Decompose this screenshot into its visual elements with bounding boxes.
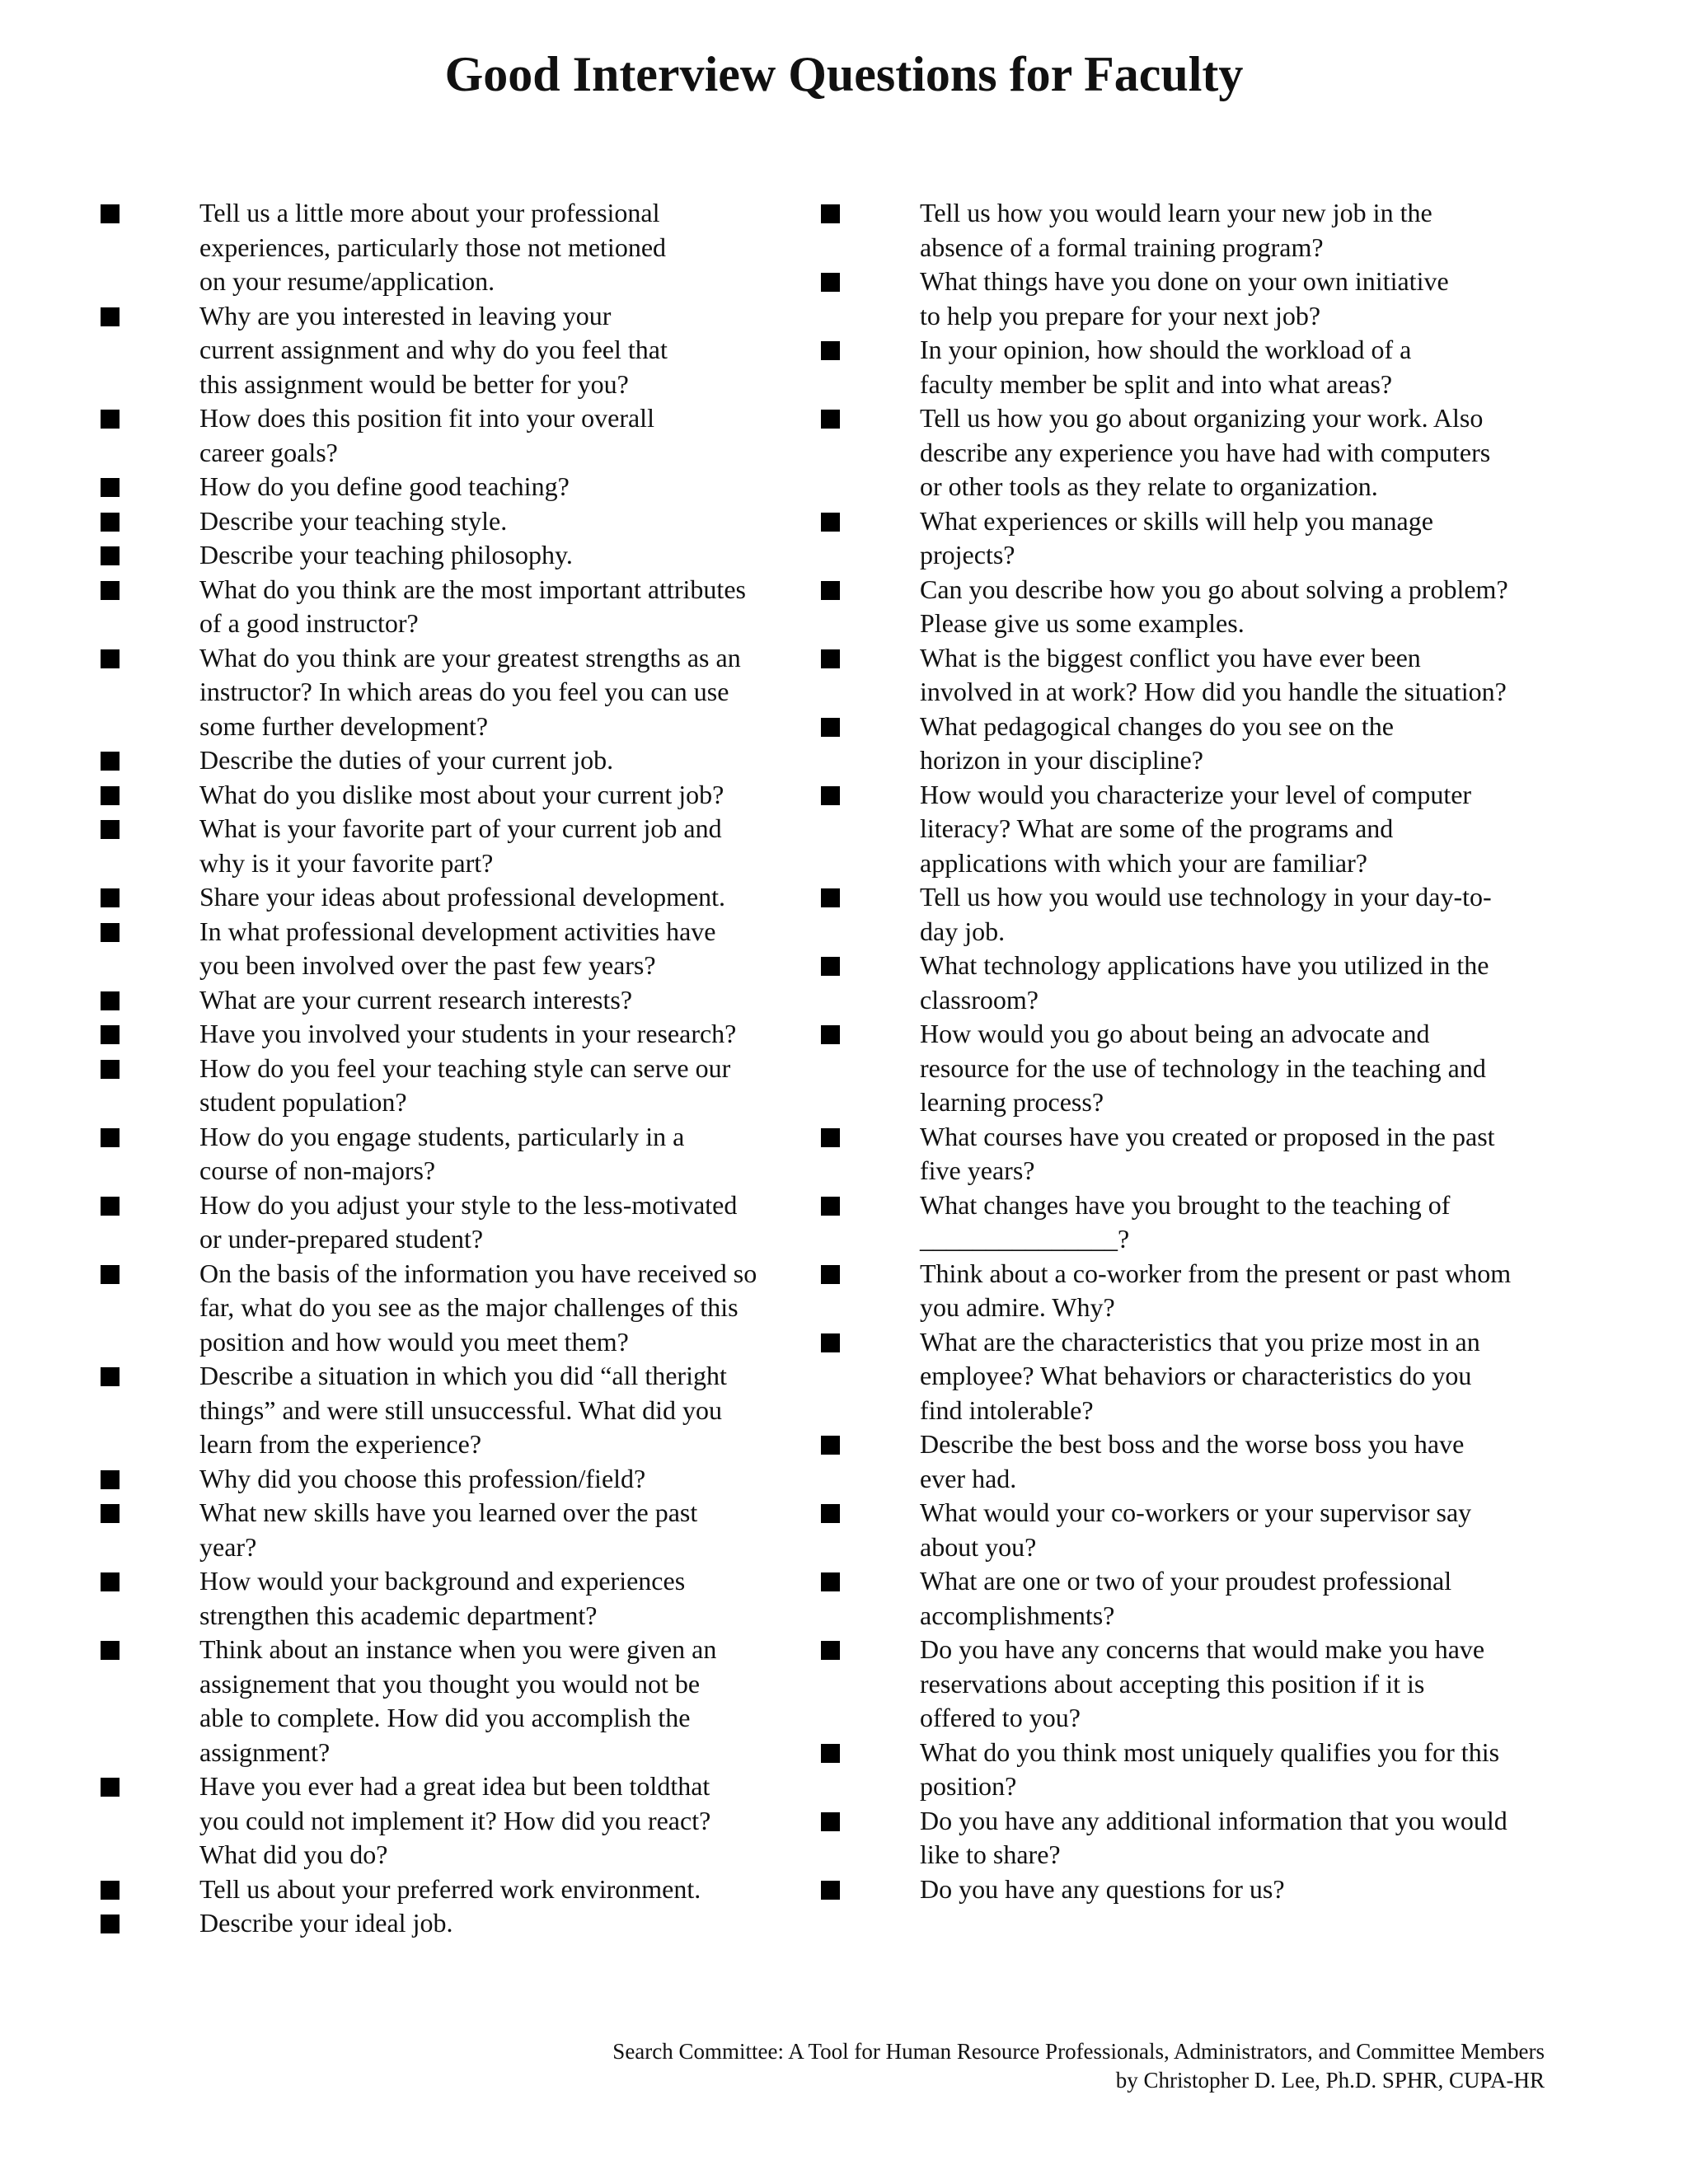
square-bullet-icon <box>821 1197 840 1216</box>
question-item <box>101 196 793 299</box>
square-bullet-icon <box>101 1025 120 1044</box>
square-bullet-icon <box>821 888 840 907</box>
question-text: Tell us a little more about your professional experiences, particularly those not metioned on your resume/application. <box>199 198 667 296</box>
question-item <box>101 1017 793 1052</box>
question-text: How do you feel your teaching style can serve our student population? <box>199 1052 731 1117</box>
square-bullet-icon <box>821 1265 840 1284</box>
question-item <box>821 1736 1546 1804</box>
question-text: Do you have any concerns that would make you have reservations about accepting this position if it is offered to you? <box>920 1634 1485 1732</box>
question-item <box>821 1872 1546 1907</box>
question-text: Describe your ideal job. <box>199 1908 453 1938</box>
square-bullet-icon <box>821 649 840 668</box>
square-bullet-icon <box>821 1812 840 1831</box>
square-bullet-icon <box>101 1128 120 1147</box>
question-text: What technology applications have you utilized in the classroom? <box>920 950 1489 1015</box>
square-bullet-icon <box>821 957 840 976</box>
question-item <box>101 299 793 402</box>
question-text: What is the biggest conflict you have ever been involved in at work? How did you handle the situation? <box>920 642 1507 706</box>
question-text: Share your ideas about professional development. <box>199 882 726 912</box>
question-text: What do you think are the most important attributes of a good instructor? <box>199 574 746 638</box>
question-item <box>101 743 793 778</box>
square-bullet-icon <box>101 820 120 839</box>
question-item <box>821 1257 1546 1325</box>
question-text: How would you go about being an advocate and resource for the use of technology in the teaching and learning process? <box>920 1019 1486 1117</box>
question-item <box>101 1188 793 1257</box>
square-bullet-icon <box>821 1128 840 1147</box>
square-bullet-icon <box>821 204 840 223</box>
question-item <box>101 401 793 470</box>
question-item <box>821 196 1546 265</box>
square-bullet-icon <box>821 1504 840 1523</box>
question-item <box>101 812 793 880</box>
question-text: How do you adjust your style to the less-motivated or under-prepared student? <box>199 1189 738 1254</box>
square-bullet-icon <box>821 410 840 429</box>
question-text: Can you describe how you go about solving a problem? Please give us some examples. <box>920 574 1508 638</box>
square-bullet-icon <box>821 1881 840 1900</box>
question-item <box>821 1017 1546 1120</box>
square-bullet-icon <box>101 786 120 805</box>
question-text: Tell us how you go about organizing your work. Also describe any experience you have had with computers or other tools as they relate to organization. <box>920 403 1491 501</box>
question-item <box>821 573 1546 641</box>
question-text: What are one or two of your proudest professional accomplishments? <box>920 1566 1452 1630</box>
question-item <box>101 1462 793 1497</box>
question-item <box>821 710 1546 778</box>
question-item <box>101 880 793 915</box>
question-item <box>821 1804 1546 1872</box>
square-bullet-icon <box>101 478 120 497</box>
question-text: Tell us about your preferred work environment. <box>199 1873 701 1904</box>
question-item <box>821 1120 1546 1188</box>
question-item <box>101 470 793 504</box>
question-item <box>101 1564 793 1633</box>
square-bullet-icon <box>101 1060 120 1079</box>
question-text: What new skills have you learned over the past year? <box>199 1497 698 1562</box>
question-text: What do you think most uniquely qualifies you for this position? <box>920 1736 1500 1801</box>
question-item <box>821 401 1546 504</box>
question-text: Have you involved your students in your research? <box>199 1019 737 1048</box>
square-bullet-icon <box>821 1744 840 1763</box>
square-bullet-icon <box>101 1572 120 1591</box>
question-text: Describe your teaching style. <box>199 505 508 536</box>
square-bullet-icon <box>821 341 840 360</box>
square-bullet-icon <box>101 546 120 565</box>
question-text: What changes have you brought to the teaching of _______________? <box>920 1189 1451 1254</box>
question-text: In your opinion, how should the workload of a faculty member be split and into what areas? <box>920 335 1412 399</box>
question-item <box>101 538 793 573</box>
question-item <box>101 778 793 813</box>
citation <box>612 2037 1545 2095</box>
square-bullet-icon <box>101 581 120 600</box>
square-bullet-icon <box>101 1265 120 1284</box>
question-item <box>101 1257 793 1360</box>
square-bullet-icon <box>101 307 120 326</box>
square-bullet-icon <box>101 1470 120 1489</box>
question-text: Why did you choose this profession/field? <box>199 1463 646 1493</box>
question-text: Describe a situation in which you did “all theright things” and were still unsuccessful. What did you learn from the experience? <box>199 1361 727 1459</box>
question-text: Describe the best boss and the worse boss you have ever had. <box>920 1429 1465 1493</box>
square-bullet-icon <box>821 1333 840 1352</box>
question-item <box>821 1427 1546 1496</box>
question-item <box>101 504 793 539</box>
square-bullet-icon <box>821 581 840 600</box>
question-text: Describe your teaching philosophy. <box>199 540 573 569</box>
question-item <box>821 949 1546 1017</box>
question-item <box>101 1769 793 1872</box>
question-text: Why are you interested in leaving your current assignment and why do you feel that this assignment would be better for you? <box>199 300 668 399</box>
question-text: What courses have you created or proposed in the past five years? <box>920 1121 1495 1185</box>
square-bullet-icon <box>821 1025 840 1044</box>
question-text: How do you engage students, particularly in a course of non-majors? <box>199 1121 685 1185</box>
question-text: What do you think are your greatest strengths as an instructor? In which areas do you feel you can use some further development? <box>199 642 741 741</box>
question-text: Describe the duties of your current job. <box>199 745 614 775</box>
square-bullet-icon <box>101 991 120 1010</box>
square-bullet-icon <box>101 204 120 223</box>
question-text: How does this position fit into your overall career goals? <box>199 403 654 467</box>
square-bullet-icon <box>821 273 840 292</box>
square-bullet-icon <box>101 923 120 942</box>
question-item <box>101 1633 793 1769</box>
citation-source: Search Committee: A Tool for Human Resource Professionals, Administrators, and Committee Members <box>612 2039 1545 2064</box>
square-bullet-icon <box>101 1915 120 1933</box>
question-item <box>101 1120 793 1188</box>
question-item <box>821 778 1546 881</box>
square-bullet-icon <box>101 1504 120 1523</box>
square-bullet-icon <box>821 718 840 737</box>
square-bullet-icon <box>821 513 840 532</box>
question-text: How would you characterize your level of computer literacy? What are some of the programs and applications with which your are familiar? <box>920 779 1472 878</box>
square-bullet-icon <box>101 1778 120 1797</box>
question-item <box>821 880 1546 949</box>
question-text: Have you ever had a great idea but been toldthat you could not implement it? How did you react? What did you do? <box>199 1771 711 1869</box>
question-text: What pedagogical changes do you see on the horizon in your discipline? <box>920 710 1394 775</box>
question-text: Do you have any additional information that you would like to share? <box>920 1805 1507 1869</box>
square-bullet-icon <box>101 1197 120 1216</box>
square-bullet-icon <box>101 1641 120 1660</box>
question-text: Tell us how you would use technology in your day-to- day job. <box>920 882 1492 946</box>
square-bullet-icon <box>101 410 120 429</box>
right-question-list <box>821 196 1546 1906</box>
question-text: What things have you done on your own initiative to help you prepare for your next job? <box>920 266 1449 330</box>
question-item <box>101 983 793 1018</box>
question-item <box>821 333 1546 401</box>
question-item <box>101 1052 793 1120</box>
square-bullet-icon <box>821 1572 840 1591</box>
question-item <box>821 1633 1546 1736</box>
square-bullet-icon <box>821 786 840 805</box>
citation-author: by Christopher D. Lee, Ph.D. SPHR, CUPA-HR <box>1115 2068 1545 2093</box>
question-text: What would your co-workers or your supervisor say about you? <box>920 1497 1472 1562</box>
question-text: What are the characteristics that you prize most in an employee? What behaviors or characteristics do you find intolerable? <box>920 1326 1480 1425</box>
question-item <box>821 1188 1546 1257</box>
question-text: How would your background and experiences strengthen this academic department? <box>199 1566 686 1630</box>
question-item <box>821 265 1546 333</box>
question-item <box>821 1325 1546 1428</box>
question-item <box>821 1564 1546 1633</box>
question-text: What do you dislike most about your current job? <box>199 779 724 809</box>
square-bullet-icon <box>101 513 120 532</box>
left-question-list <box>101 196 793 1941</box>
square-bullet-icon <box>101 888 120 907</box>
page-title: Good Interview Questions for Faculty <box>444 47 1244 101</box>
question-item <box>821 641 1546 710</box>
square-bullet-icon <box>101 752 120 771</box>
square-bullet-icon <box>101 649 120 668</box>
question-text: In what professional development activities have you been involved over the past few years? <box>199 916 716 980</box>
question-item <box>101 1359 793 1462</box>
question-item <box>101 1496 793 1564</box>
question-item <box>101 1906 793 1941</box>
question-item <box>821 1496 1546 1564</box>
question-text: How do you define good teaching? <box>199 471 570 501</box>
question-text: What are your current research interests? <box>199 984 633 1015</box>
question-text: Think about an instance when you were given an assignement that you thought you would not be able to complete. How did you accomplish the assignment? <box>199 1634 717 1767</box>
question-item <box>101 915 793 983</box>
question-text: Do you have any questions for us? <box>920 1873 1285 1904</box>
question-text: What is your favorite part of your current job and why is it your favorite part? <box>199 813 722 878</box>
square-bullet-icon <box>821 1436 840 1455</box>
question-item <box>101 573 793 641</box>
question-item <box>101 641 793 744</box>
question-text: On the basis of the information you have received so far, what do you see as the major challenges of this position and how would you meet them? <box>199 1258 757 1357</box>
square-bullet-icon <box>101 1367 120 1386</box>
question-item <box>101 1872 793 1907</box>
question-text: What experiences or skills will help you manage projects? <box>920 505 1433 569</box>
question-item <box>821 504 1546 573</box>
question-text: Tell us how you would learn your new job in the absence of a formal training program? <box>920 198 1432 262</box>
square-bullet-icon <box>821 1641 840 1660</box>
question-text: Think about a co-worker from the present or past whom you admire. Why? <box>920 1258 1512 1322</box>
square-bullet-icon <box>101 1881 120 1900</box>
